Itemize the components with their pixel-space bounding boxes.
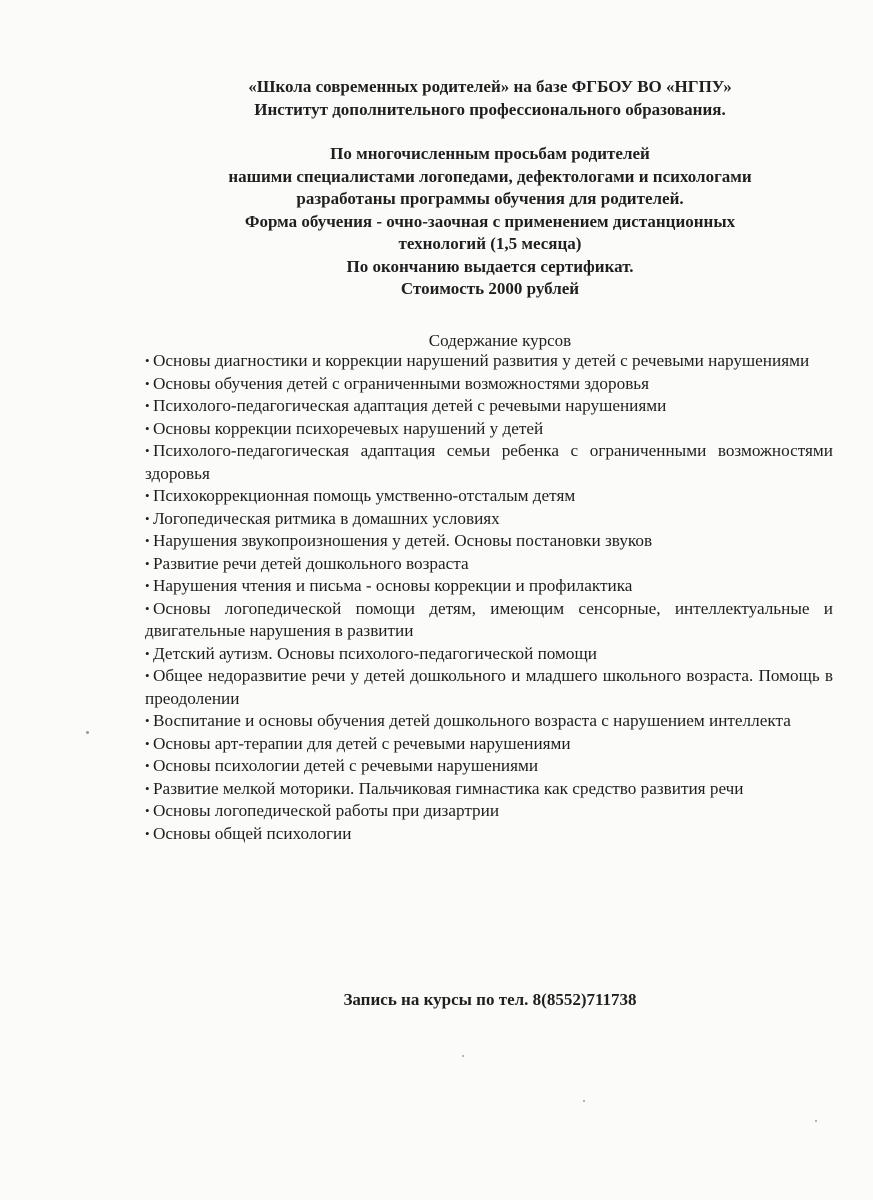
header-line: По многочисленным просьбам родителей [330,144,650,163]
course-item [145,418,833,441]
bullet-icon: • [145,713,150,728]
course-item-text: Основы обучения детей с ограниченными возможностями здоровья [153,373,650,393]
course-item-text: Воспитание и основы обучения детей дошкольного возраста с нарушением интеллекта [153,711,791,730]
scan-speck [583,1100,585,1102]
bullet-icon: • [145,578,150,593]
header-line: разработаны программы обучения для родителей. [296,189,684,208]
header-line: нашими специалистами логопедами, дефектологами и психологами [228,166,752,186]
course-item [145,778,833,801]
course-item-text: Развитие речи детей дошкольного возраста [153,553,469,573]
bullet-icon: • [145,420,150,436]
bullet-icon: • [145,803,150,818]
course-item-text: Психокоррекционная помощь умственно-отсталым детям [153,486,576,505]
header-line: Форма обучения - очно-заочная с применением дистанционных [244,211,736,231]
course-item [145,665,833,710]
course-item-text: Основы коррекции психоречевых нарушений у детей [153,418,544,438]
course-item [145,485,833,508]
course-item [145,530,833,553]
course-item-text: Психолого-педагогическая адаптация семьи ребенка с ограниченными возможностями здоровья [145,441,833,483]
bullet-icon: • [145,533,150,548]
bullet-icon: • [145,375,150,391]
course-item-text: Развитие мелкой моторики. Пальчиковая гимнастика как средство развития речи [153,778,744,798]
header-line: По окончанию выдается сертификат. [346,256,634,276]
course-item [145,755,833,778]
course-item [145,733,833,756]
bullet-icon: • [145,398,150,413]
course-item-text: Нарушения чтения и письма - основы коррекции и профилактика [153,576,633,595]
course-item [145,373,833,396]
bullet-icon: • [145,510,150,526]
scan-speck [86,731,89,734]
bullet-icon: • [145,645,150,661]
header-spacer [120,121,860,143]
course-item [145,710,833,733]
course-item [145,575,833,598]
announcement-header [120,76,860,301]
course-item [145,823,833,846]
header-line: «Школа современных родителей» на базе ФГБОУ ВО «НГПУ» [248,77,732,96]
course-item [145,598,833,643]
course-item [145,440,833,485]
bullet-icon: • [145,780,150,796]
course-item [145,350,833,373]
course-item-text: Основы логопедической помощи детям, имеющим сенсорные, интеллектуальные и двигательные нарушения в развитии [145,598,833,640]
bullet-icon: • [145,758,150,773]
course-item-text: Основы арт-терапии для детей с речевыми нарушениями [153,733,571,753]
course-item [145,395,833,418]
course-item-text: Основы диагностики и коррекции нарушений развития у детей с речевыми нарушениями [153,351,810,370]
contents-title: Содержание курсов [428,331,572,350]
course-item-text: Логопедическая ритмика в домашних условиях [153,508,500,528]
course-item [145,508,833,531]
scan-speck [815,1120,817,1122]
bullet-icon: • [145,443,150,458]
course-item [145,800,833,823]
bullet-icon: • [145,668,150,683]
course-item [145,553,833,576]
bullet-icon: • [145,600,150,616]
bullet-icon: • [145,555,150,571]
enrollment-phone: Запись на курсы по тел. 8(8552)711738 [343,990,637,1009]
course-list [145,350,833,845]
header-line: Институт дополнительного профессионального образования. [254,99,726,119]
bullet-icon: • [145,488,150,503]
course-item-text: Основы общей психологии [153,823,352,843]
header-line: Стоимость 2000 рублей [400,279,580,298]
course-item-text: Общее недоразвитие речи у детей дошкольного и младшего школьного возраста. Помощь в преодолении [145,666,833,708]
header-line: технологий (1,5 месяца) [398,234,582,253]
bullet-icon: • [145,353,150,368]
course-item [145,643,833,666]
course-item-text: Нарушения звукопроизношения у детей. Основы постановки звуков [153,531,653,550]
bullet-icon: • [145,735,150,751]
course-item-text: Основы психологии детей с речевыми нарушениями [153,756,539,775]
course-item-text: Основы логопедической работы при дизартрии [153,801,500,820]
scan-speck [462,1055,464,1057]
course-item-text: Детский аутизм. Основы психолого-педагогической помощи [153,643,597,663]
course-item-text: Психолого-педагогическая адаптация детей с речевыми нарушениями [153,396,667,415]
bullet-icon: • [145,825,150,841]
